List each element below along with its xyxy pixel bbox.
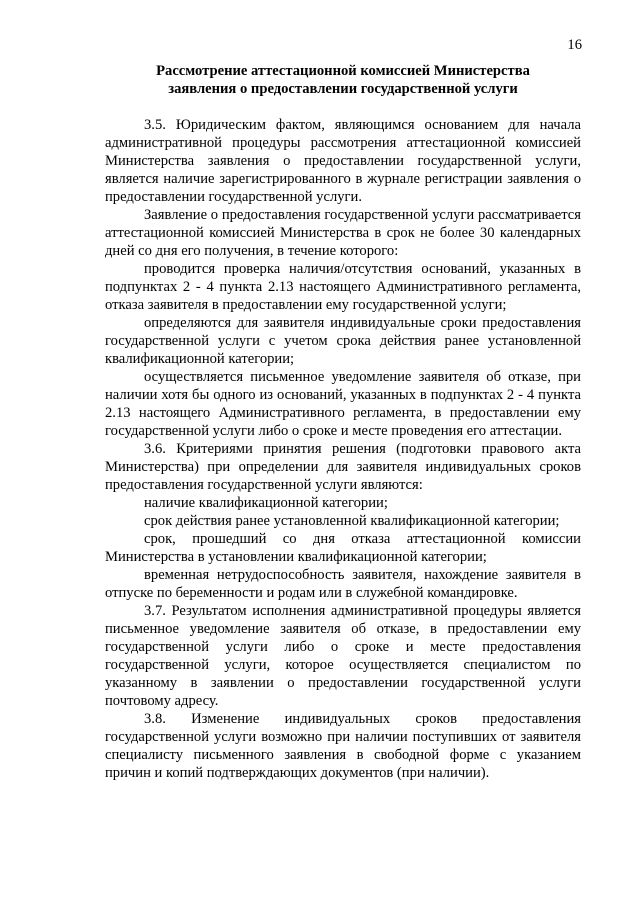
list-item-category: наличие квалификационной категории;: [144, 495, 388, 511]
paragraph-notification: осуществляется письменное уведомление заявителя об отказе, при наличии хотя бы одного из оснований, указанных в подпунктах 2 - 4 пункта 2.13 настоящего Административного регламента, в предоставлении ему государственной услуги либо о сроке и месте проведения его аттестации.: [105, 369, 581, 439]
paragraph-3-8: 3.8. Изменение индивидуальных сроков предоставления государственной услуги возможно при наличии поступивших от заявителя специалисту письменного заявления в свободной форме с указанием причин и копий подтверждающих документов (при наличии).: [105, 711, 581, 781]
paragraph-3-5: 3.5. Юридическим фактом, являющимся основанием для начала административной процедуры рассмотрения аттестационной комиссией Министерства заявления о предоставлении государственной услуги, является наличие зарегистрированного в журнале регистрации заявления о предоставлении государственной услуги.: [105, 117, 581, 205]
heading-line-1: Рассмотрение аттестационной комиссией Министерства: [156, 63, 530, 79]
section-heading: [105, 62, 581, 98]
paragraph-3-7: 3.7. Результатом исполнения административной процедуры является письменное уведомление заявителя об отказе, в предоставлении ему государственной услуги либо о сроке и месте предоставления государственной услуги, которое осуществляется специалистом по указанному в заявлении о предоставлении государственной услуги почтовому адресу.: [105, 603, 581, 709]
list-item-category-term: срок действия ранее установленной квалификационной категории;: [144, 513, 560, 529]
list-item-incapacity: временная нетрудоспособность заявителя, нахождение заявителя в отпуске по беременности и родам или в служебной командировке.: [105, 567, 581, 601]
paragraph-verification: проводится проверка наличия/отсутствия оснований, указанных в подпунктах 2 - 4 пункта 2.13 настоящего Административного регламента, отказа заявителя в предоставлении ему государственной услуги;: [105, 261, 581, 313]
body-text: [105, 116, 581, 782]
paragraph-3-6: 3.6. Критериями принятия решения (подготовки правового акта Министерства) при определении для заявителя индивидуальных сроков предоставления государственной услуги являются:: [105, 441, 581, 493]
heading-line-2: заявления о предоставлении государственной услуги: [168, 81, 518, 97]
list-item-refusal-term: срок, прошедший со дня отказа аттестационной комиссии Министерства в установлении квалификационной категории;: [105, 531, 581, 565]
paragraph-individual-terms: определяются для заявителя индивидуальные сроки предоставления государственной услуги с учетом срока действия ранее установленной квалификационной категории;: [105, 315, 581, 367]
paragraph-application-review: Заявление о предоставления государственной услуги рассматривается аттестационной комиссией Министерства в срок не более 30 календарных дней со дня его получения, в течение которого:: [105, 207, 581, 259]
page-number: 16: [567, 37, 582, 53]
